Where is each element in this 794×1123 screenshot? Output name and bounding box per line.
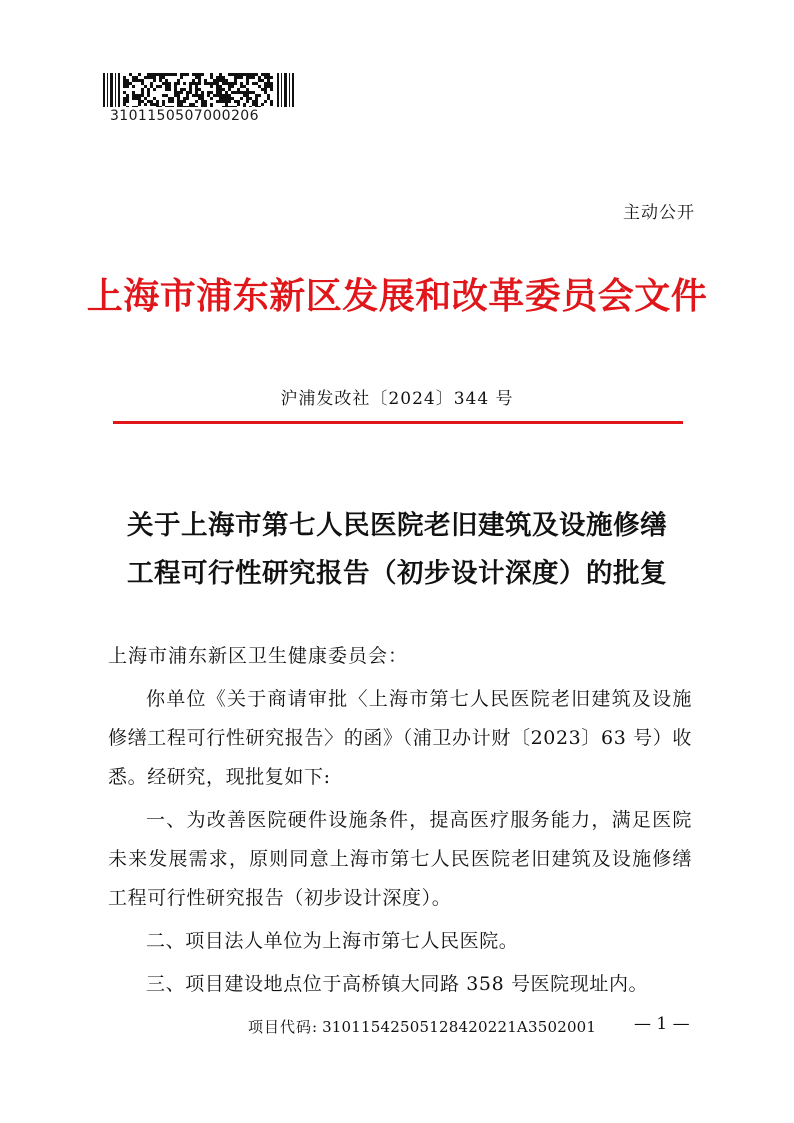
- body-paragraphs: [108, 680, 692, 1008]
- document-title-line-2: 工程可行性研究报告（初步设计深度）的批复: [127, 558, 667, 589]
- project-code-value: 31011542505128420221A3502001: [322, 1018, 597, 1036]
- issuer-header: 上海市浦东新区发展和改革委员会文件: [86, 275, 708, 317]
- red-separator-line: [113, 421, 683, 424]
- project-code-label: 项目代码:: [248, 1018, 319, 1036]
- page-number: — 1 —: [634, 1014, 690, 1034]
- body-paragraph: 你单位《关于商请审批〈上海市第七人民医院老旧建筑及设施修缮工程可行性研究报告〉的函》（浦卫办计财〔2023〕63 号）收悉。经研究，现批复如下:: [108, 688, 692, 788]
- addressee: 上海市浦东新区卫生健康委员会：: [108, 645, 409, 667]
- disclosure-label: 主动公开: [623, 203, 695, 223]
- body-paragraph: 一、为改善医院硬件设施条件，提高医疗服务能力，满足医院未来发展需求，原则同意上海市第七人民医院老旧建筑及设施修缮工程可行性研究报告（初步设计深度）。: [108, 809, 692, 909]
- barcode-number: 3101150507000206: [110, 108, 259, 124]
- document-title-line-1: 关于上海市第七人民医院老旧建筑及设施修缮: [127, 510, 667, 541]
- body-paragraph: 三、项目建设地点位于高桥镇大同路 358 号医院现址内。: [146, 973, 649, 995]
- document-number: 沪浦发改社〔2024〕344 号: [280, 389, 514, 409]
- barcode: [103, 73, 295, 107]
- body-paragraph: 二、项目法人单位为上海市第七人民医院。: [146, 930, 519, 952]
- project-code-footer: [248, 1016, 596, 1037]
